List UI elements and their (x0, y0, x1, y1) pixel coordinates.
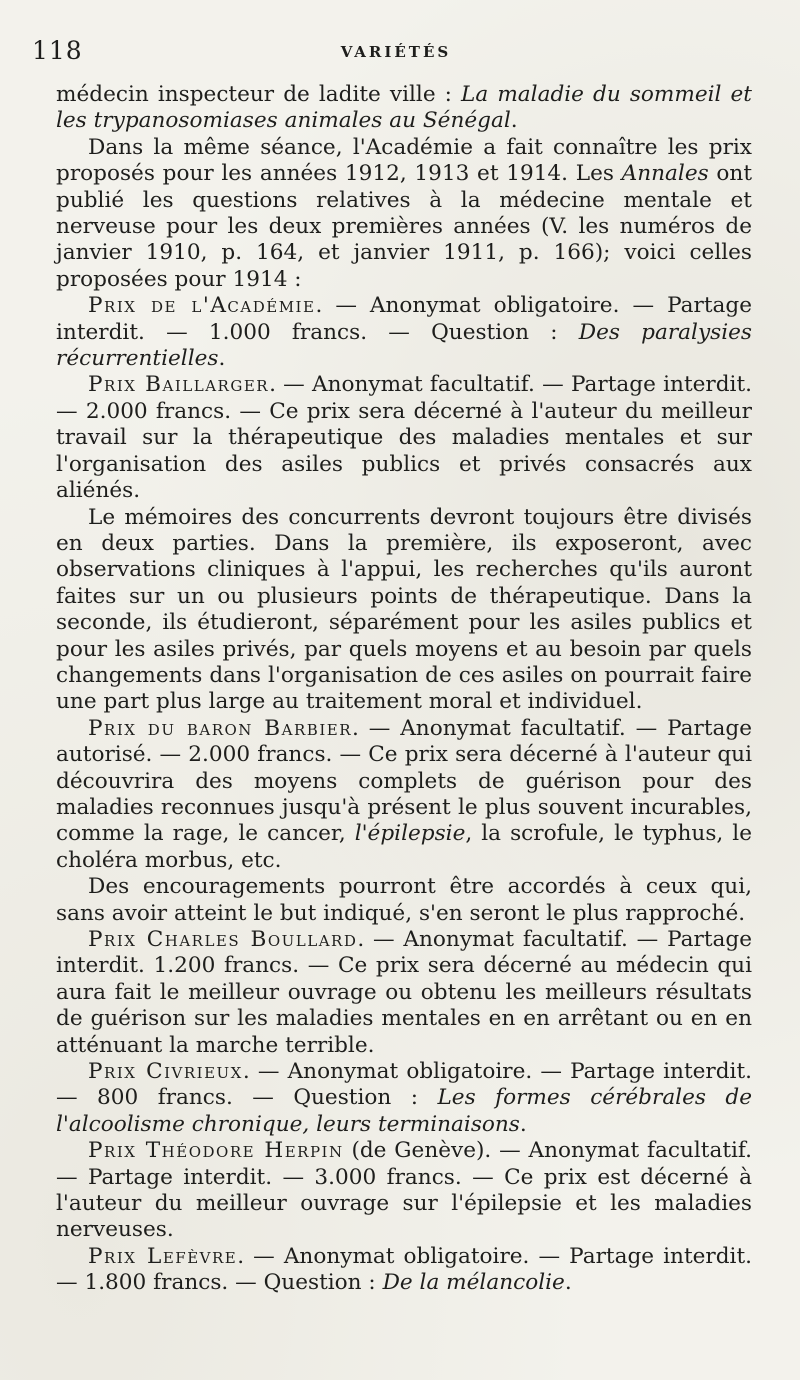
paragraph-text: . (218, 346, 226, 372)
paragraph (56, 1138, 752, 1244)
prize-name: Prix Lefèvre (88, 1243, 238, 1269)
italic-text: De la mélancolie (382, 1270, 565, 1296)
paragraph-text: . — Anonymat obligatoire. — Partage interdit. — 1.000 francs. — Question : (56, 293, 752, 345)
paragraph (56, 1059, 752, 1138)
paragraph-text: Des encouragements pourront être accordés à ceux qui, sans avoir atteint le but indiqué, s'en seront le plus rapproché. (56, 874, 752, 926)
prize-name: Prix de l'Académie (88, 293, 316, 319)
paragraph-text: . — Anonymat facultatif. — Partage autorisé. — 2.000 francs. — Ce prix sera décerné à l'auteur qui découvrira des moyens complets de guérison pour des maladies reconnues jusqu'à présent le plus souvent incurables, comme la rage, le cancer, (56, 715, 752, 847)
paragraph (56, 293, 752, 372)
running-head: VARIÉTÉS (340, 43, 452, 61)
italic-text: Des paralysies récurrentielles (56, 319, 753, 372)
paragraph-text: . (510, 108, 518, 134)
prize-name: Prix Théodore Herpin (88, 1138, 344, 1164)
body-text (56, 82, 752, 1297)
paragraph-text: . — Anonymat obligatoire. — Partage interdit. — 800 francs. — Question : (56, 1059, 753, 1111)
italic-text: l'épilepsie (354, 821, 466, 847)
prize-name: Prix Charles Boullard (88, 927, 358, 952)
paragraph-text: (de Genève). — Anonymat facultatif. — Partage interdit. — 3.000 francs. — Ce prix est décerné à l'auteur du meilleur ouvrage sur l'épilepsie et les maladies nerveuses. (56, 1138, 752, 1243)
paragraph-text: . (519, 1111, 527, 1137)
paragraph (56, 505, 752, 716)
paragraph-text: . — Anonymat facultatif. — Partage interdit. — 2.000 francs. — Ce prix sera décerné à l'auteur du meilleur travail sur la thérapeutique des maladies mentales et sur l'organisation des asiles publics et privés consacrés aux aliénés. (56, 372, 752, 504)
paragraph-text: . — Anonymat obligatoire. — Partage interdit. — 1.800 francs. — Question : (56, 1243, 753, 1296)
page-number: 118 (32, 36, 83, 65)
paragraph-text: . (564, 1270, 572, 1296)
paragraph-text: Dans la même séance, l'Académie a fait connaître les prix proposés pour les années 1912, 1913 et 1914. Les (56, 134, 752, 187)
prize-name: Prix du baron Barbier (88, 715, 352, 741)
italic-text: Les formes cérébrales de l'alcoolisme chronique, leurs terminaisons (56, 1085, 752, 1137)
paragraph (56, 135, 752, 293)
italic-text: La maladie du sommeil et les trypanosomiases animales au Sénégal (56, 82, 752, 134)
paragraph (56, 82, 752, 135)
prize-name: Prix Civrieux (88, 1059, 243, 1085)
prize-name: Prix Baillarger (88, 372, 270, 398)
paragraph-text: , la scrofule, le typhus, le choléra morbus, etc. (56, 821, 752, 873)
paragraph-text: médecin inspecteur de ladite ville : (56, 82, 462, 107)
paragraph-text: ont publié les questions relatives à la médecine mentale et nerveuse pour les deux premières années (V. les numéros de janvier 1910, p. 164, et janvier 1911, p. 166); voici celles proposées pour 1914 : (56, 161, 752, 292)
paragraph (56, 927, 752, 1059)
paragraph (56, 372, 752, 504)
paragraph (56, 1244, 752, 1297)
paragraph-text: . — Anonymat facultatif. — Partage interdit. 1.200 francs. — Ce prix sera décerné au médecin qui aura fait le meilleur ouvrage ou obtenu les meilleurs résultats de guérison sur les maladies mentales en en arrêtant ou en en atténuant la marche terrible. (56, 927, 752, 1058)
paragraph (56, 716, 752, 874)
paragraph-text: Le mémoires des concurrents devront toujours être divisés en deux parties. Dans la première, ils exposeront, avec observations cliniques à l'appui, les recherches qu'ils auront faites sur un ou plusieurs points de thérapeutique. Dans la seconde, ils étudieront, séparément pour les asiles publics et pour les asiles privés, par quels moyens et au besoin par quels changements dans l'organisation de ces asiles on pourrait faire une part plus large au traitement moral et individuel. (56, 504, 752, 715)
paragraph (56, 874, 752, 927)
italic-text: Annales (621, 161, 709, 187)
page-header (32, 36, 760, 68)
